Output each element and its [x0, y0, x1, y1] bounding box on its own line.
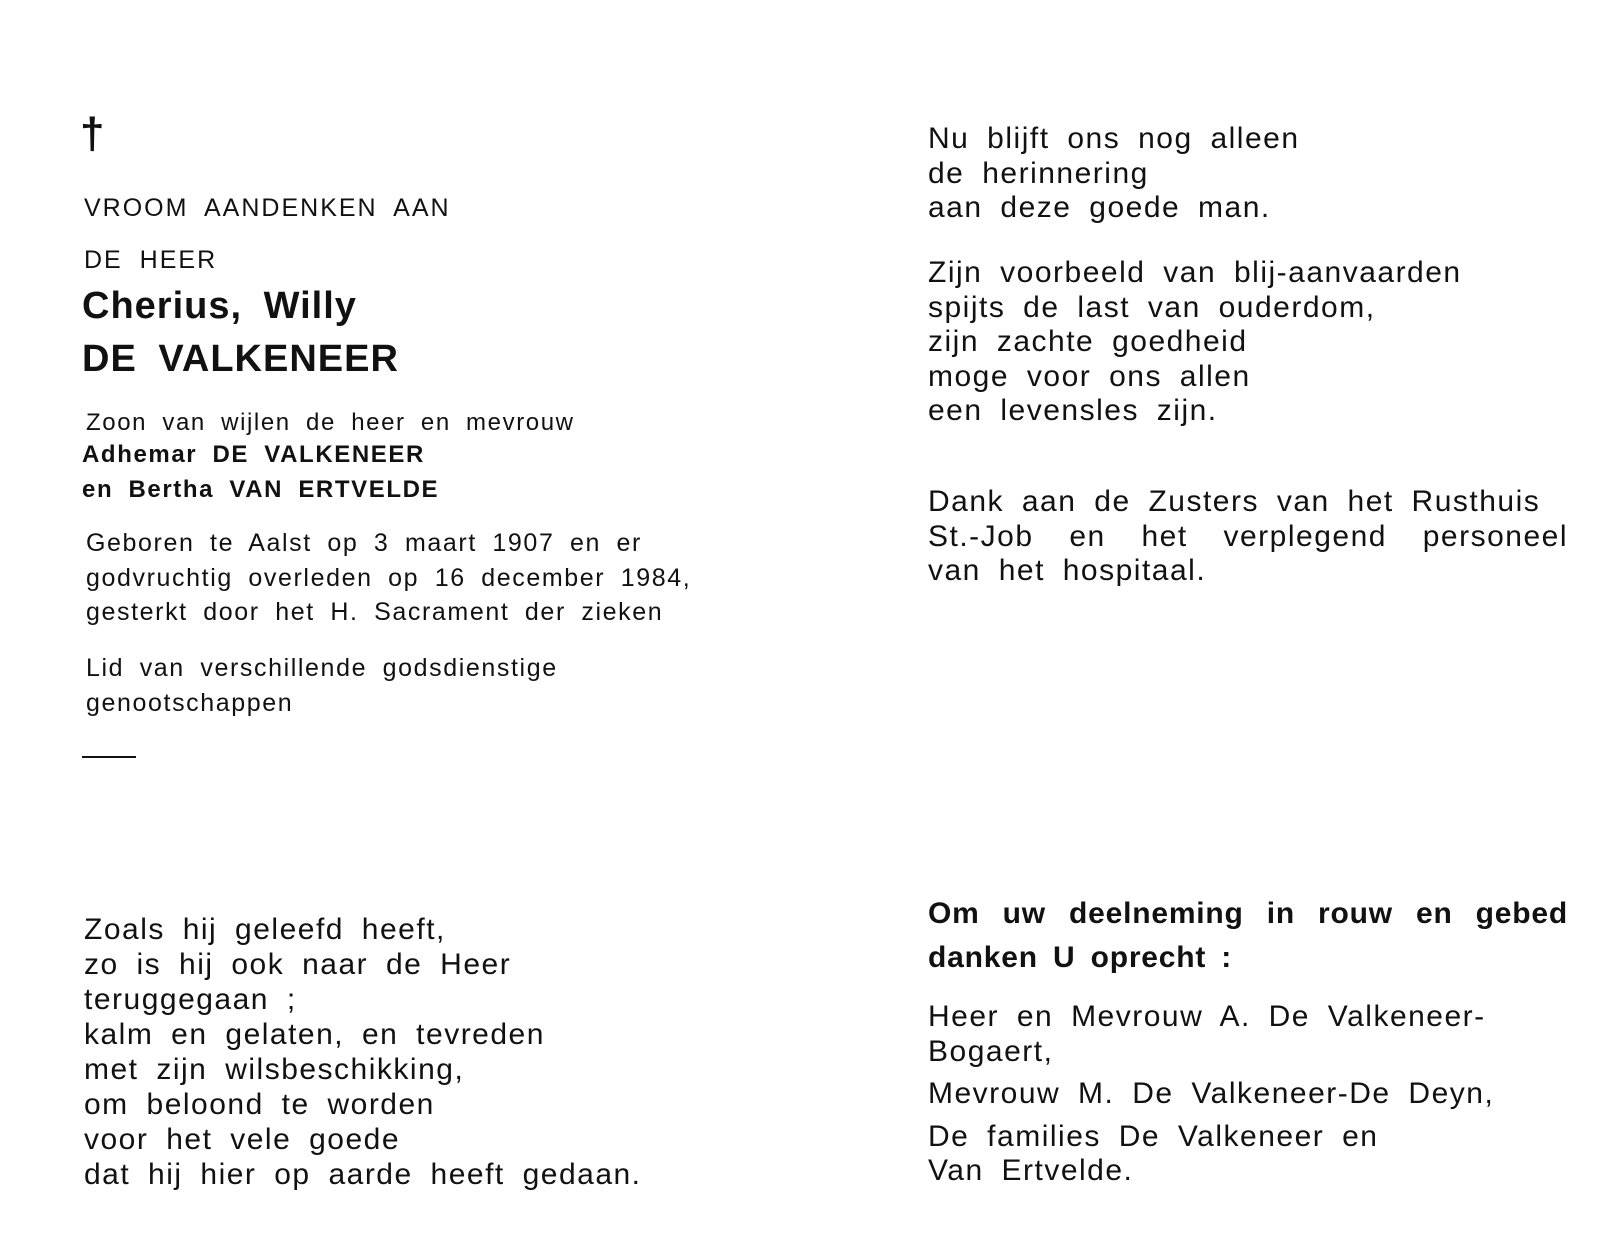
birth-death-block: [86, 526, 726, 630]
title-prefix: DE HEER: [84, 246, 218, 274]
deceased-surname: DE VALKENEER: [82, 338, 399, 380]
family-line: Mevrouw M. De Valkeneer-De Deyn,: [928, 1077, 1495, 1110]
gratitude-heading: [928, 892, 1568, 980]
stanza-line: moge voor ons allen: [928, 359, 1251, 393]
stanza-line: de herinnering: [928, 156, 1149, 190]
stanza-line: zijn zachte goedheid: [928, 325, 1248, 358]
stanza-line: Nu blijft ons nog alleen: [928, 122, 1300, 155]
mother-name: en Bertha VAN ERTVELDE: [82, 476, 440, 503]
poem-line: teruggegaan ;: [84, 983, 297, 1016]
poem-line: met zijn wilsbeschikking,: [84, 1053, 465, 1086]
family-line: De families De Valkeneer en: [928, 1119, 1379, 1153]
poem-line: dat hij hier op aarde heeft gedaan.: [84, 1158, 642, 1191]
poem-block: [84, 912, 642, 1192]
stanza-line: Zijn voorbeeld van blij-aanvaarden: [928, 256, 1462, 289]
header-text: VROOM AANDENKEN AAN: [84, 194, 451, 222]
birth-death-line: Geboren te Aalst op 3 maart 1907 en er: [86, 529, 642, 557]
thanks-line: van het hospitaal.: [928, 554, 1207, 587]
thanks-line: St.-Job en het verplegend personeel: [928, 519, 1568, 553]
poem-line: voor het vele goede: [84, 1123, 401, 1156]
membership-line: Lid van verschillende godsdienstige: [86, 654, 558, 682]
birth-death-line: gesterkt door het H. Sacrament der zieken: [86, 598, 664, 626]
poem-line: kalm en gelaten, en tevreden: [84, 1018, 545, 1051]
gratitude-line: Om uw deelneming in rouw en gebed: [928, 897, 1568, 930]
divider-rule: [82, 756, 136, 758]
thanks-block: [928, 485, 1568, 589]
stanza-one: [928, 122, 1300, 226]
membership-block: [86, 651, 558, 720]
stanza-two: [928, 256, 1462, 429]
poem-line: om beloond te worden: [84, 1088, 435, 1121]
birth-death-line: godvruchtig overleden op 16 december 1984,: [86, 563, 692, 592]
parents-intro: Zoon van wijlen de heer en mevrouw: [86, 409, 575, 436]
deceased-given-names: Cherius, Willy: [82, 285, 357, 327]
gratitude-line: danken U oprecht :: [928, 941, 1233, 974]
family-line: Bogaert,: [928, 1034, 1054, 1068]
family-block: [928, 1000, 1494, 1189]
stanza-line: spijts de last van ouderdom,: [928, 290, 1376, 324]
father-name: Adhemar DE VALKENEER: [82, 441, 425, 468]
family-line: Heer en Mevrouw A. De Valkeneer-: [928, 1000, 1486, 1033]
stanza-line: een levensles zijn.: [928, 394, 1218, 427]
membership-line: genootschappen: [86, 688, 294, 717]
family-line: Van Ertvelde.: [928, 1154, 1134, 1187]
thanks-line: Dank aan de Zusters van het Rusthuis: [928, 485, 1541, 518]
poem-line: Zoals hij geleefd heeft,: [84, 913, 446, 946]
poem-line: zo is hij ook naar de Heer: [84, 948, 512, 981]
stanza-line: aan deze goede man.: [928, 191, 1271, 224]
cross-symbol: †: [80, 109, 105, 158]
